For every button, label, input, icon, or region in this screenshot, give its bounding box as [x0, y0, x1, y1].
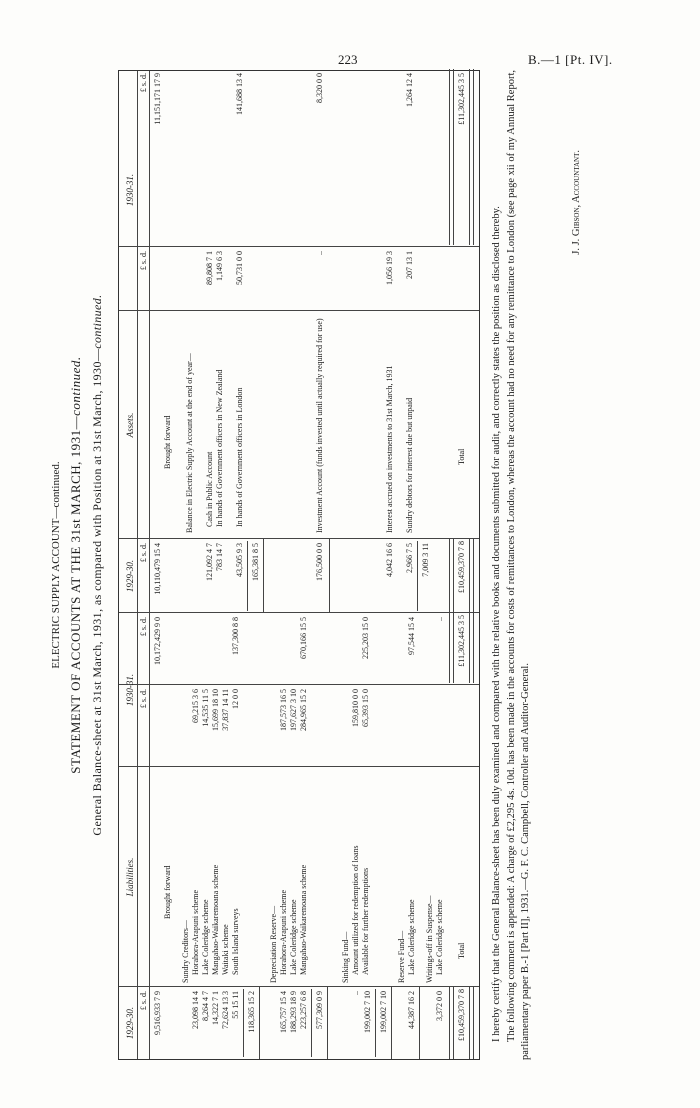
rule: [247, 541, 248, 611]
rule: [391, 987, 392, 1059]
header-1930-31: 1930-31.: [125, 673, 135, 707]
creditor-1930: 55 15 11: [231, 991, 240, 1019]
statement-title-cont: continued.: [68, 356, 83, 416]
creditor-1931: 69,215 3 6: [191, 689, 200, 723]
investment-1930: 176,500 0 0: [315, 543, 324, 581]
asset-brought-forward: Brought forward: [163, 415, 172, 469]
sinking-label: Available for further redemptions: [361, 867, 370, 975]
sinking-1930: ..: [351, 991, 360, 995]
creditor-1931: 12 0 0: [231, 689, 240, 709]
header-1929-30-assets: 1929-30.: [125, 559, 135, 593]
rotated-page: [50, 70, 640, 1060]
cash-label: Cash in Public Account: [205, 451, 214, 527]
double-rule: [449, 613, 454, 683]
creditor-1931: 14,535 11 5: [201, 689, 210, 727]
writings-label: Lake Coleridge scheme: [435, 899, 444, 975]
unit-header: £ s. d.: [139, 251, 148, 271]
double-rule: [449, 539, 454, 613]
header-rule: [137, 71, 138, 1059]
unit-header: £ s. d.: [139, 543, 148, 563]
col-divider: [119, 684, 479, 685]
asset-total-1931: £11,302,445 3 5: [457, 73, 466, 125]
nz-1931: 1,149 6 3: [215, 251, 224, 281]
balance-sheet-table: [118, 70, 480, 1060]
paper-reference: B.—1 [Pt. IV].: [528, 52, 613, 67]
col-divider: [119, 246, 479, 247]
rule: [243, 989, 244, 1057]
statement-title: [68, 70, 84, 1060]
double-rule: [469, 613, 474, 683]
rule: [419, 987, 420, 1059]
creditor-label: Horahora-Arapuni scheme: [191, 889, 200, 975]
depreciation-1930: 188,293 18 9: [289, 991, 298, 1033]
depreciation-1931: 284,965 15 2: [299, 689, 308, 731]
reserve-fund-heading: Reserve Fund—: [397, 930, 406, 983]
debtors-1931: 207 13 1: [405, 251, 414, 279]
creditor-1931: 37,837 14 11: [221, 689, 230, 731]
depreciation-total-1930: 577,309 0 9: [315, 991, 324, 1029]
subtitle-cont: continued.: [90, 294, 104, 349]
asset-total-label: Total: [457, 448, 466, 465]
creditor-1930: 14,322 7 1: [211, 991, 220, 1025]
unit-header: £ s. d.: [139, 73, 148, 93]
unit-header: £ s. d.: [139, 617, 148, 637]
sundry-creditors-heading: Sundry Creditors—: [181, 920, 190, 983]
double-rule: [449, 69, 454, 245]
auditor-certificate: [490, 70, 582, 1060]
sinking-total-1931: 225,203 15 0: [361, 617, 370, 659]
rule: [311, 989, 312, 1057]
double-rule: [449, 987, 454, 1059]
unit-header: £ s. d.: [139, 991, 148, 1011]
subtitle-main: General Balance-sheet at 31st March, 1931, as compared with Position at 31st March, 1930—: [90, 348, 104, 836]
rule: [329, 539, 330, 613]
creditor-label: Waitaki scheme: [221, 924, 230, 975]
sinking-1931: 159,810 0 0: [351, 689, 360, 727]
creditor-1930: 23,098 14 4: [191, 991, 200, 1029]
depreciation-1930: 223,257 6 8: [299, 991, 308, 1029]
asset-bf-1930: 10,110,479 15 4: [153, 543, 162, 595]
sinking-label: Amount utilized for redemption of loans: [351, 845, 360, 975]
investment-1931: 8,320 0 0: [315, 73, 324, 103]
depreciation-1931: 197,627 3 10: [289, 689, 298, 731]
balance-total-1931: 141,688 13 4: [235, 73, 244, 115]
london-label: In hands of Government officers in London: [235, 387, 244, 527]
comment-paragraph: The following comment is appended: A charge of £2,295 4s. 10d. has been made in the accounts for costs of remittances to London, whereas the account had no need for any remittance to London (see page xii of my Annual Report, parliamentary paper B.-1 [Part II], 1931.—G. F. C. Campbell, Controller and Auditor-General.: [506, 70, 531, 1060]
london-1931: 50,731 0 0: [235, 251, 244, 285]
asset-total-1930: £10,459,370 7 8: [457, 541, 466, 593]
depreciation-1930: 165,757 15 4: [279, 991, 288, 1033]
nz-1930: 783 14 7: [215, 543, 224, 571]
col-divider: [119, 766, 479, 767]
col-divider: [119, 612, 479, 613]
balance-sheet-subtitle: [90, 70, 105, 1060]
sinking-fund-heading: Sinking Fund—: [341, 931, 350, 983]
interest-total-1930: 7,009 3 11: [421, 543, 430, 577]
depreciation-total-1931: 670,166 15 5: [299, 617, 308, 659]
rule: [417, 541, 418, 611]
header-1930-31-assets: 1930-31.: [125, 173, 135, 207]
london-1930: 43,505 9 3: [235, 543, 244, 577]
cash-1931: 89,808 7 1: [205, 251, 214, 285]
depreciation-1931: 187,573 16 5: [279, 689, 288, 731]
asset-bf-1931: 11,151,171 17 9: [153, 73, 162, 125]
creditors-total-1930: 118,365 15 2: [247, 991, 256, 1033]
debtors-1930: 2,966 7 5: [405, 543, 414, 573]
liab-bf-1930: 9,516,933 7 9: [153, 991, 162, 1035]
sinking-total-1930: 199,002 7 10: [379, 991, 388, 1033]
writings-off-heading: Writings-off in Suspense—: [425, 895, 434, 983]
writings-1930: 3,372 0 0: [435, 991, 444, 1021]
interest-1931: 1,056 19 3: [385, 251, 394, 285]
liab-total-1931: £11,302,445 3 5: [457, 615, 466, 667]
certificate-paragraph: I hereby certify that the General Balance-sheet has been duly examined and compared with the relative books and documents submitted for audit, and correctly states the position as disclosed thereby.: [491, 206, 502, 1042]
creditors-total-1931: 137,300 8 8: [231, 617, 240, 655]
accountant-signature: J. J. Gibson, Accountant.: [571, 150, 582, 255]
double-rule: [469, 539, 474, 613]
rule: [259, 987, 260, 1059]
subheader-rule: [149, 71, 150, 1059]
col-divider: [119, 986, 479, 987]
statement-title-main: STATEMENT OF ACCOUNTS AT THE 31st MARCH, 1931—: [68, 415, 83, 774]
rule: [327, 987, 328, 1059]
col-divider: [119, 538, 479, 539]
rule: [263, 539, 264, 613]
double-rule: [469, 987, 474, 1059]
writings-1931: ..: [435, 617, 444, 621]
header-liabilities: Liabilities.: [125, 857, 135, 897]
liab-total-1930: £10,459,370 7 8: [457, 989, 466, 1041]
balance-total-1930: 165,381 8 5: [251, 543, 260, 581]
liab-total-label: Total: [457, 942, 466, 959]
depreciation-label: Horahora-Arapuni scheme: [279, 889, 288, 975]
account-title: ELECTRIC SUPPLY ACCOUNT—continued.: [50, 461, 62, 669]
nz-label: In hands of Government officers in New Zealand: [215, 369, 224, 527]
investment-1931-blank: ..: [315, 251, 324, 255]
creditor-label: Mangahao-Waikaremoana scheme: [211, 864, 220, 975]
balance-heading: Balance in Electric Supply Account at the end of year—: [185, 353, 194, 533]
col-divider: [119, 310, 479, 311]
reserve-label: Lake Coleridge scheme: [407, 899, 416, 975]
creditor-label: South Island surveys: [231, 908, 240, 975]
sinking-1931: 65,393 15 0: [361, 689, 370, 727]
depreciation-heading: Depreciation Reserve—: [269, 905, 278, 983]
investment-label: Investment Account (funds invested until actually required for use): [315, 318, 324, 533]
header-assets: Assets.: [125, 412, 135, 438]
header-1929-30: 1929-30.: [125, 1006, 135, 1040]
liab-brought-forward: Brought forward: [163, 865, 172, 919]
creditor-1930: 8,264 4 7: [201, 991, 210, 1021]
cash-1930: 121,092 4 7: [205, 543, 214, 581]
liab-bf-1931: 10,172,429 9 0: [153, 617, 162, 665]
interest-1930: 4,042 16 6: [385, 543, 394, 577]
depreciation-label: Lake Coleridge scheme: [289, 899, 298, 975]
page-number: 223: [338, 52, 358, 67]
unit-header: £ s. d.: [139, 689, 148, 709]
interest-total-1931: 1,264 12 4: [405, 73, 414, 107]
reserve-1930: 44,387 16 2: [407, 991, 416, 1029]
depreciation-label: Mangahao-Waikaremoana scheme: [299, 864, 308, 975]
creditor-1930: 72,624 13 3: [221, 991, 230, 1029]
creditor-label: Lake Coleridge scheme: [201, 899, 210, 975]
double-rule: [469, 69, 474, 245]
debtors-label: Sundry debtors for interest due but unpaid: [405, 397, 414, 533]
creditor-1931: 15,699 18 10: [211, 689, 220, 731]
interest-label: Interest accrued on investments to 31st March, 1931: [385, 365, 394, 533]
rule: [375, 989, 376, 1057]
reserve-1931: 97,544 15 4: [407, 617, 416, 655]
sinking-1930: 199,002 7 10: [363, 991, 372, 1033]
